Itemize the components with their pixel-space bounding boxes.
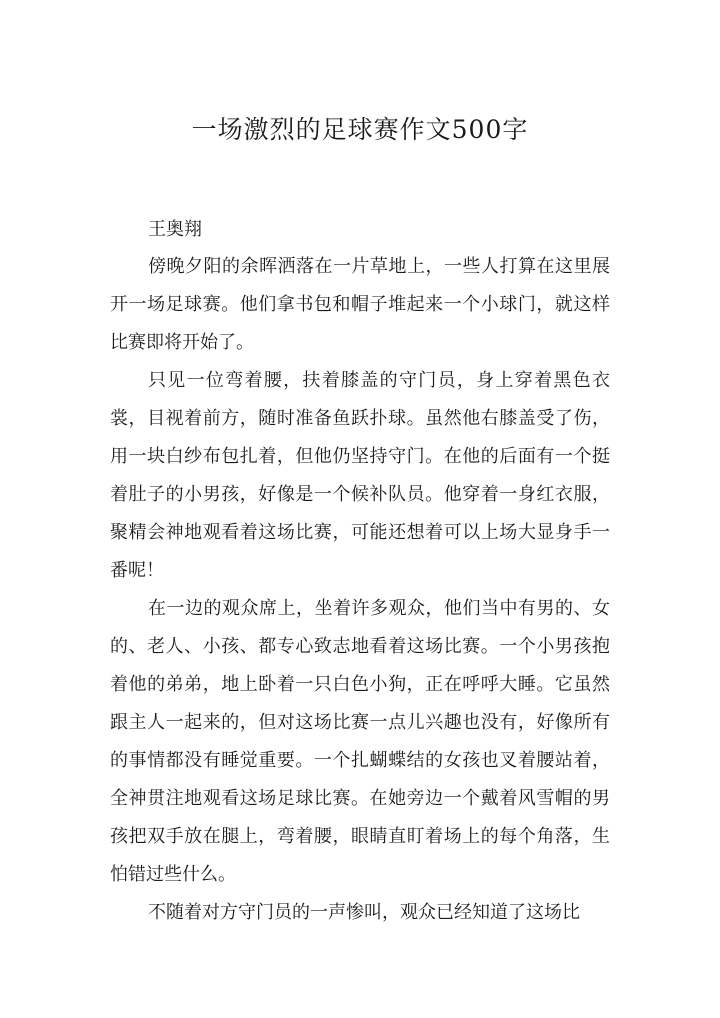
document-body	[110, 248, 610, 932]
paragraph: 在一边的观众席上，坐着许多观众，他们当中有男的、女的、老人、小孩、都专心致志地看着这场比赛。一个小男孩抱着他的弟弟，地上卧着一只白色小狗，正在呼呼大睡。它虽然跟主人一起来的，但对这场比赛一点儿兴趣也没有，好像所有的事情都没有睡觉重要。一个扎蝴蝶结的女孩也叉着腰站着，全神贯注地观看这场足球比赛。在她旁边一个戴着风雪帽的男孩把双手放在腿上，弯着腰，眼睛直盯着场上的每个角落，生怕错过些什么。	[110, 598, 610, 885]
paragraph: 只见一位弯着腰，扶着膝盖的守门员，身上穿着黑色衣裳，目视着前方，随时准备鱼跃扑球。虽然他右膝盖受了伤，用一块白纱布包扎着，但他仍坚持守门。在他的后面有一个挺着肚子的小男孩，好像是一个候补队员。他穿着一身红衣服，聚精会神地观看着这场比赛，可能还想着可以上场大显身手一番呢！	[110, 370, 610, 581]
paragraph: 不随着对方守门员的一声惨叫，观众已经知道了这场比	[148, 902, 580, 923]
paragraph: 傍晚夕阳的余晖洒落在一片草地上，一些人打算在这里展开一场足球赛。他们拿书包和帽子堆起来一个小球门，就这样比赛即将开始了。	[110, 256, 610, 353]
author-name: 王奥翔	[148, 219, 202, 240]
document-title: 一场激烈的足球赛作文500字	[191, 115, 529, 144]
